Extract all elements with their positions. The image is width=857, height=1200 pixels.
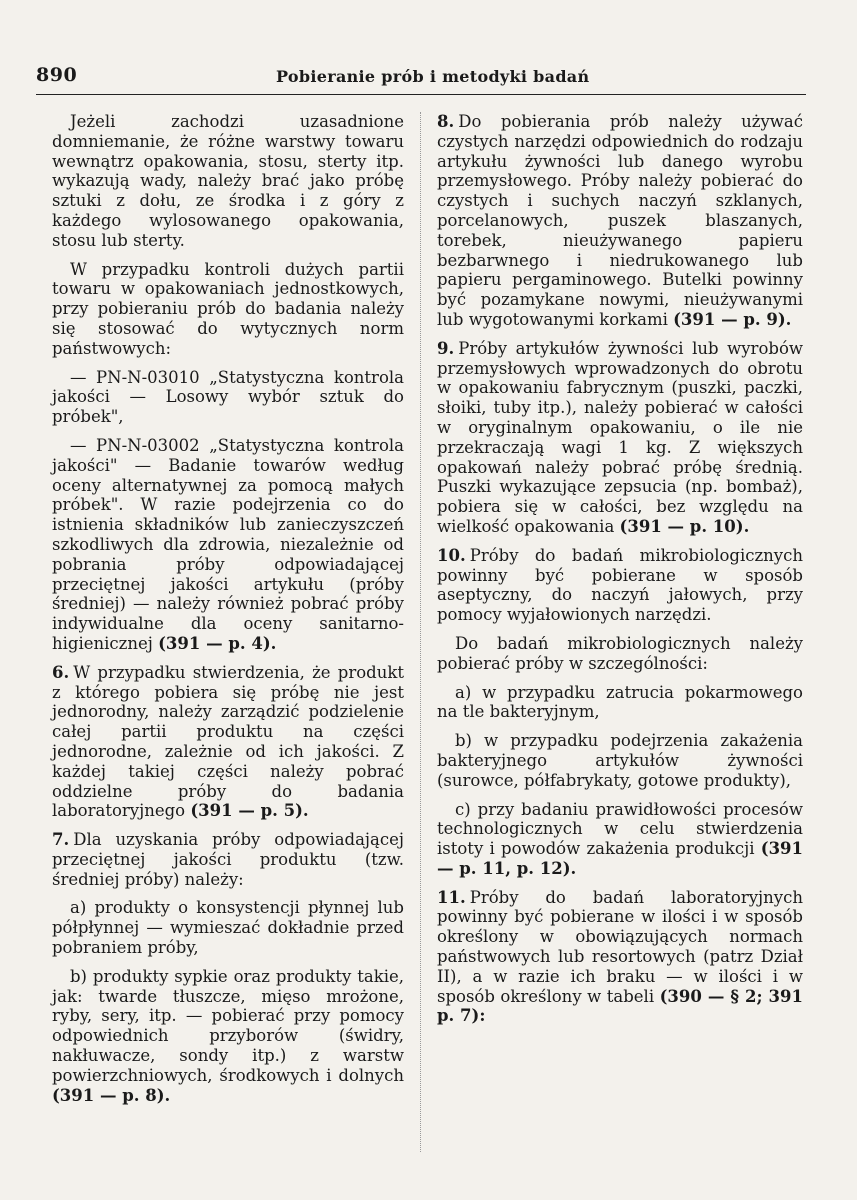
reference: (391 — p. 9).: [673, 309, 792, 329]
section-number: 10.: [437, 545, 466, 565]
right-column: [437, 112, 803, 1035]
reference: (391 — p. 4).: [158, 633, 277, 653]
paragraph: Do badań mikrobiologicznych należy pobierać próby w szczególności:: [437, 633, 803, 673]
section-text: Do pobierania prób należy używać czystych narzędzi odpowiednich do rodzaju artykułu żywności lub danego wyrobu przemysłowego. Próby należy pobierać do czystych i suchych naczyń szklanych, porcelanowych, puszek blaszanych, torebek, nieużywanego papieru bezbarwnego i niedrukowanego lub papieru pergaminowego. Butelki powinny być pozamykane nowymi, nieużywanymi lub wygotowanymi korkami: [437, 112, 803, 329]
page-number: 890: [36, 64, 78, 86]
section-number: 9.: [437, 338, 455, 358]
item-text: c) przy badaniu prawidłowości procesów technologicznych w celu stwierdzenia istoty i powodów zakażenia produkcji: [437, 799, 803, 859]
section-text: Próby artykułów żywności lub wyrobów przemysłowych wprowadzonych do obrotu w opakowaniu fabrycznym (puszki, paczki, słoiki, tuby itp.), należy pobierać w całości w oryginalnym opakowaniu, o ile nie przekraczają wagi 1 kg. Z większych opakowań należy pobrać próbę średnią. Puszki wykazujące zepsucia (np. bombaż), pobiera się w całości, bez względu na wielkość opakowania: [437, 338, 803, 536]
norm-item: [52, 436, 404, 654]
section-number: 11.: [437, 887, 466, 907]
section-number: 6.: [52, 662, 70, 682]
section-text: Próby do badań mikrobiologicznych powinny być pobierane w sposób aseptyczny, do naczyń jałowych, przy pomocy wyjałowionych narzędzi.: [437, 545, 803, 625]
reference: (390 — § 2; 391 p. 7):: [437, 986, 803, 1026]
section-text: Próby do badań laboratoryjnych powinny być pobierane w ilości i w sposób określony w obowiązujących normach państwowych lub resortowych (patrz Dział II), a w razie ich braku — w ilości i w sposób określony w tabeli: [437, 887, 803, 1006]
list-item-b: [52, 967, 404, 1106]
paragraph: Jeżeli zachodzi uzasadnione domniemanie, że różne warstwy towaru wewnątrz opakowania, stosu, sterty itp. wykazują wady, należy brać jako próbę sztuki z dołu, ze środka i z góry z każdego wylosowanego opakowania, stosu lub sterty.: [52, 112, 404, 250]
reference: (391 — p. 10).: [619, 516, 750, 536]
reference: (391 — p. 11, p. 12).: [437, 839, 804, 878]
section-11: [437, 888, 803, 1027]
reference: (391 — p. 5).: [190, 801, 309, 821]
paragraph: W przypadku kontroli dużych partii towaru w opakowaniach jednostkowych, przy pobieraniu prób do badania należy się stosować do wytycznych norm państwowych:: [52, 259, 404, 358]
section-10: [437, 546, 803, 625]
list-item-a: a) w przypadku zatrucia pokarmowego na tle bakteryjnym,: [437, 682, 803, 722]
item-text: b) produkty sypkie oraz produkty takie, jak: twarde tłuszcze, mięso mrożone, ryby, sery, itp. — pobierać przy pomocy odpowiednich przyborów (świdry, nakłuwacze, sondy itp.) z warstw powierzchniowych, środkowych i dolnych: [52, 966, 404, 1085]
section-8: [437, 112, 803, 330]
section-6: [52, 663, 404, 821]
norm-item: — PN-N-03010 „Statystyczna kontrola jakości — Losowy wybór sztuk do próbek",: [52, 367, 404, 427]
section-number: 7.: [52, 830, 70, 850]
section-9: [437, 339, 803, 537]
section-text: W przypadku stwierdzenia, że produkt z którego pobiera się próbę nie jest jednorodny, należy zarządzić podzielenie całej partii produktu na części jednorodne, zależnie od ich jakości. Z każdej takiej części należy pobrać oddzielne próby do badania laboratoryjnego: [52, 662, 404, 821]
left-column: [52, 112, 404, 1114]
list-item-b: b) w przypadku podejrzenia zakażenia bakteryjnego artykułów żywności (surowce, półfabrykaty, gotowe produkty),: [437, 731, 803, 790]
reference: (391 — p. 8).: [52, 1085, 171, 1105]
paragraph-text: — PN-N-03002 „Statystyczna kontrola jakości" — Badanie towarów według oceny alternatywnej za pomocą małych próbek". W razie podejrzenia co do istnienia składników lub zanieczyszczeń szkodliwych dla zdrowia, niezależnie od pobrania próby odpowiadającej przeciętnej jakości artykułu (próby średniej) — należy również pobrać próby indywidualne dla oceny sanitarno-higienicznej: [52, 435, 404, 653]
section-text: Dla uzyskania próby odpowiadającej przeciętnej jakości produktu (tzw. średniej próby) należy:: [52, 830, 404, 889]
section-number: 8.: [437, 112, 455, 131]
section-7: [52, 830, 404, 889]
running-title: Pobieranie prób i metodyki badań: [276, 67, 590, 86]
list-item-c: [437, 800, 803, 879]
list-item-a: a) produkty o konsystencji płynnej lub półpłynnej — wymieszać dokładnie przed pobraniem próby,: [52, 898, 404, 958]
page-header: [36, 62, 806, 95]
